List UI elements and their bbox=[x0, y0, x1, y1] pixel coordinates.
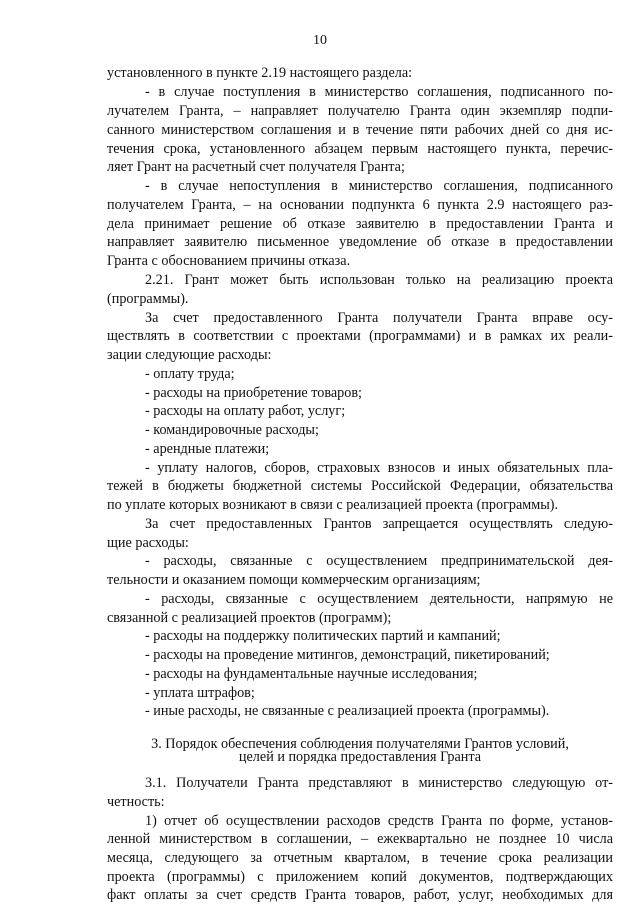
text-line: дела принимает решение об отказе заявителю в предоставлении Гранта и bbox=[107, 216, 613, 232]
text-line: За счет предоставленных Грантов запрещается осуществлять следую- bbox=[145, 516, 613, 532]
text-line: четность: bbox=[107, 794, 165, 810]
text-line: ществлять в соответствии с проектами (программами) и в рамках их реали- bbox=[107, 328, 613, 344]
list-item: - расходы на поддержку политических партий и кампаний; bbox=[145, 628, 501, 644]
list-item: - иные расходы, не связанные с реализацией проекта (программы). bbox=[145, 703, 550, 719]
text-line: - в случае поступления в министерство соглашения, подписанного по- bbox=[145, 84, 613, 100]
text-line: связанной с реализацией проектов (программ); bbox=[107, 610, 392, 626]
list-item: - расходы на фундаментальные научные исследования; bbox=[145, 666, 478, 682]
text-line: направляет заявителю письменное уведомление об отказе в предоставлении bbox=[107, 234, 613, 250]
section-heading: целей и порядка предоставления Гранта bbox=[238, 749, 482, 765]
list-item: - расходы, связанные с осуществлением предпринимательской дея- bbox=[145, 553, 613, 569]
text-line: 2.21. Грант может быть использован только на реализацию проекта bbox=[145, 272, 613, 288]
list-item: - расходы на проведение митингов, демонстраций, пикетирований; bbox=[145, 647, 550, 663]
text-line: зации следующие расходы: bbox=[107, 347, 272, 363]
list-item: - расходы на оплату работ, услуг; bbox=[145, 403, 346, 419]
page-number: 10 bbox=[313, 33, 327, 48]
text-line: месяца, следующего за отчетным кварталом, в течение срока реализации bbox=[107, 850, 613, 866]
text-line: 3.1. Получатели Гранта представляют в министерство следующую от- bbox=[145, 775, 613, 791]
list-item: - расходы на приобретение товаров; bbox=[145, 385, 362, 401]
text-line: ляет Грант на расчетный счет получателя Гранта; bbox=[107, 159, 405, 175]
list-item: - оплату труда; bbox=[145, 366, 235, 382]
text-line: санного министерством соглашения и в течение пяти рабочих дней со дня ис- bbox=[107, 122, 613, 138]
list-item: - расходы, связанные с осуществлением деятельности, напрямую не bbox=[145, 591, 613, 607]
text-line: установленного в пункте 2.19 настоящего раздела: bbox=[107, 65, 413, 81]
text-line: щие расходы: bbox=[107, 535, 189, 551]
text-line: тельности и оказанием помощи коммерческим организациям; bbox=[107, 572, 481, 588]
list-item: - командировочные расходы; bbox=[145, 422, 319, 438]
text-line: ленной министерством в соглашении, – ежеквартально не позднее 10 числа bbox=[107, 831, 613, 847]
text-line: Гранта с обоснованием причины отказа. bbox=[107, 253, 351, 269]
text-line: - в случае непоступления в министерство соглашения, подписанного bbox=[145, 178, 613, 194]
text-line: факт оплаты за счет средств Гранта товаров, работ, услуг, необходимых для bbox=[107, 887, 613, 903]
list-item: - арендные платежи; bbox=[145, 441, 270, 457]
text-line: тежей в бюджеты бюджетной системы Российской Федерации, обязательства bbox=[107, 478, 613, 494]
text-line: проекта (программы) с приложением копий документов, подтверждающих bbox=[107, 869, 613, 885]
text-line: За счет предоставленного Гранта получатели Гранта вправе осу- bbox=[145, 310, 613, 326]
text-line: течения срока, установленного абзацем первым настоящего пункта, перечис- bbox=[107, 141, 613, 157]
text-line: лучателем Гранта, – направляет получателю Гранта один экземпляр подпи- bbox=[107, 103, 613, 119]
section-heading: 3. Порядок обеспечения соблюдения получателями Грантов условий, bbox=[151, 736, 569, 752]
list-item: - уплата штрафов; bbox=[145, 685, 255, 701]
text-line: (программы). bbox=[107, 291, 189, 307]
text-line: по уплате которых возникают в связи с реализацией проекта (программы). bbox=[107, 497, 559, 513]
list-item: - уплату налогов, сборов, страховых взносов и иных обязательных пла- bbox=[145, 460, 613, 476]
text-line: получателем Гранта, – на основании подпункта 6 пункта 2.9 настоящего раз- bbox=[107, 197, 613, 213]
text-line: 1) отчет об осуществлении расходов средств Гранта по форме, установ- bbox=[145, 813, 613, 829]
